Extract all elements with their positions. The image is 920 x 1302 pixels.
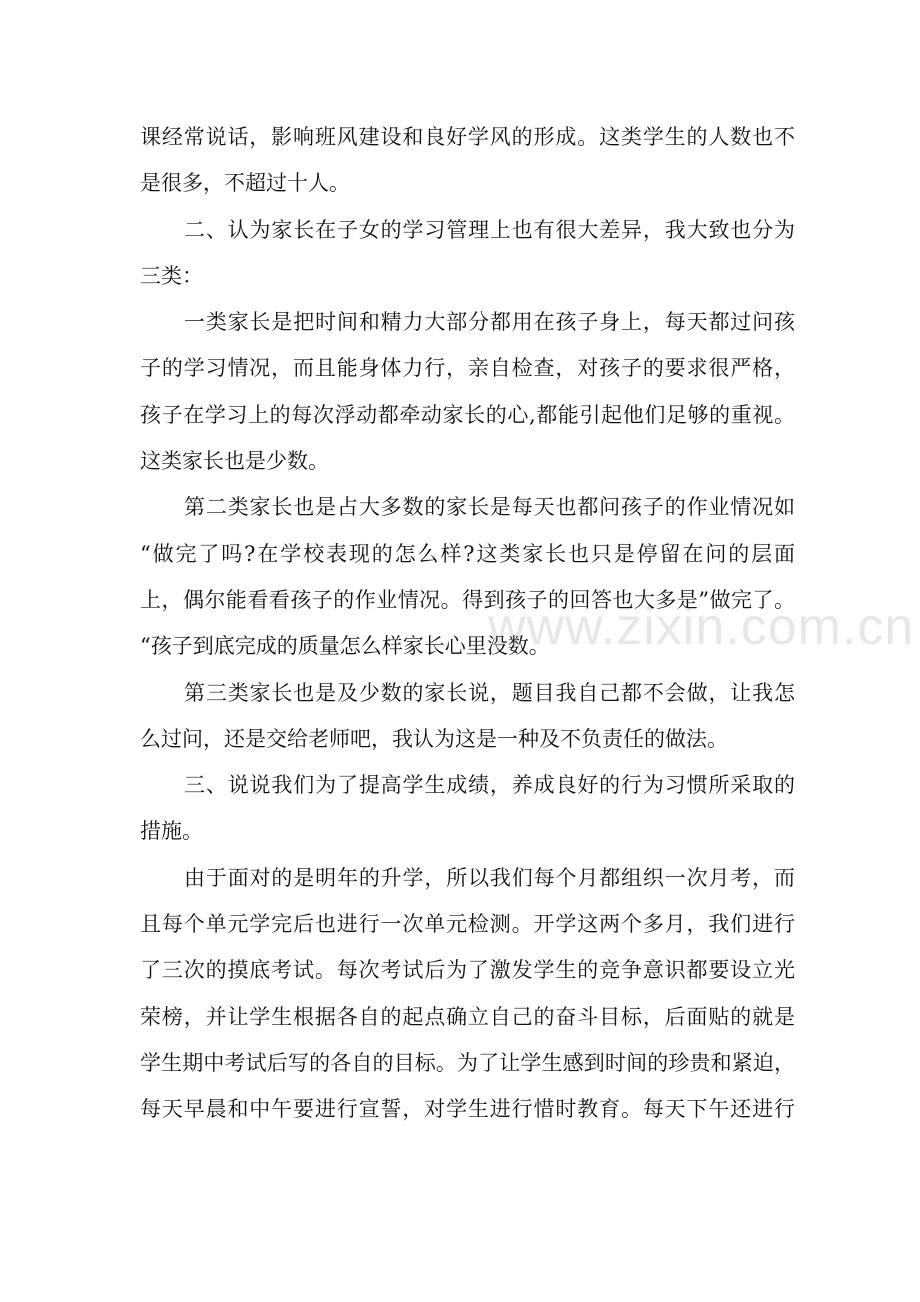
paragraph-start-line: 一类家长是把时间和精力大部分都用在孩子身上，每天都过问孩: [184, 310, 795, 335]
text-line: 上，偶尔能看看孩子的作业情况。得到孩子的回答也大多是”做完了。: [140, 587, 795, 612]
text-line: “做完了吗?在学校表现的怎么样?这类家长也只是停留在问的层面: [140, 541, 795, 566]
text-line: 了三次的摸底考试。每次考试后为了激发学生的竞争意识都要设立光: [140, 958, 795, 983]
text-line: 这类家长也是少数。: [140, 449, 329, 474]
text-line: 每天早晨和中午要进行宣誓，对学生进行惜时教育。每天下午还进行: [140, 1097, 795, 1122]
text-line: 么过问，还是交给老师吧，我认为这是一种及不负责任的做法。: [140, 726, 728, 751]
text-line: “孩子到底完成的质量怎么样家长心里没数。: [140, 634, 550, 659]
paragraph-start-line: 第三类家长也是及少数的家长说，题目我自己都不会做，让我怎: [184, 680, 795, 705]
text-line: 措施。: [140, 819, 203, 844]
paragraph-start-line: 由于面对的是明年的升学，所以我们每个月都组织一次月考，而: [184, 865, 795, 890]
text-line: 子的学习情况，而且能身体力行，亲自检查，对孩子的要求很严格，: [140, 356, 795, 381]
paragraph-start-line: 三、说说我们为了提高学生成绩，养成良好的行为习惯所采取的: [184, 773, 795, 798]
watermark-text: www.zixin.com.cn: [488, 598, 915, 656]
text-line: 孩子在学习上的每次浮动都牵动家长的心,都能引起他们足够的重视。: [140, 402, 795, 427]
text-line: 学生期中考试后写的各自的目标。为了让学生感到时间的珍贵和紧迫，: [140, 1050, 795, 1075]
text-line: 是很多，不超过十人。: [140, 171, 350, 196]
text-line: 且每个单元学完后也进行一次单元检测。开学这两个多月，我们进行: [140, 912, 795, 937]
paragraph-start-line: 第二类家长也是占大多数的家长是每天也都问孩子的作业情况如: [184, 495, 795, 520]
text-line: 三类：: [140, 263, 203, 288]
paragraph-start-line: 二、认为家长在子女的学习管理上也有很大差异，我大致也分为: [184, 217, 795, 242]
text-line: 荣榜，并让学生根据各自的起点确立自己的奋斗目标，后面贴的就是: [140, 1004, 795, 1029]
text-line: 课经常说话，影响班风建设和良好学风的形成。这类学生的人数也不: [140, 125, 795, 149]
